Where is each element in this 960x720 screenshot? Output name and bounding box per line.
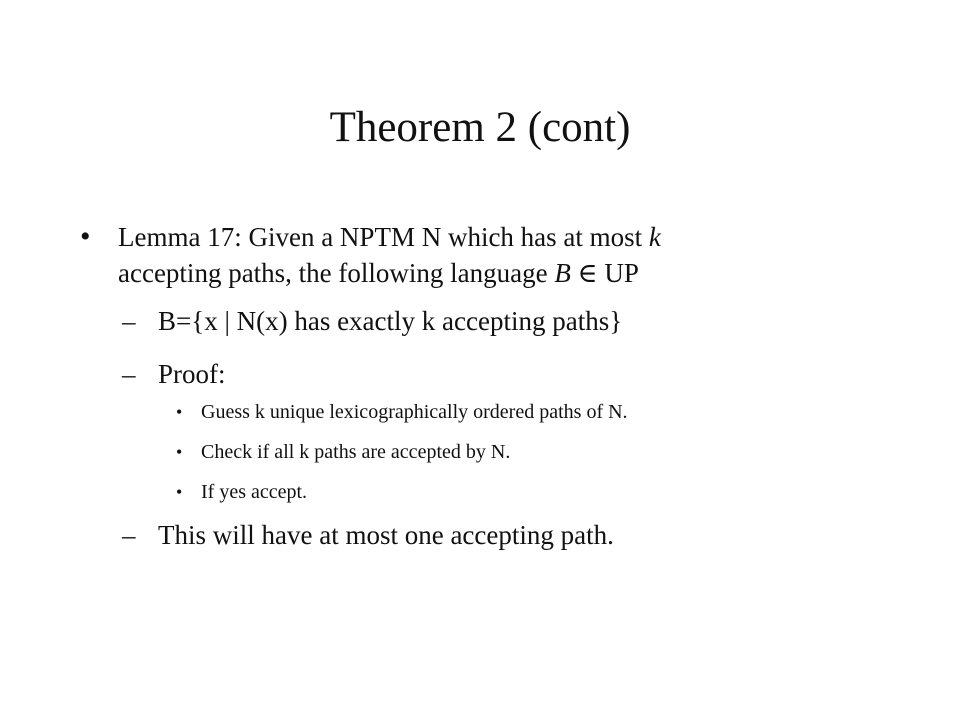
lemma-text [118, 219, 818, 291]
lemma-line-1 [118, 219, 818, 255]
proof-step-text: If yes accept. [201, 481, 308, 503]
proof-item [122, 356, 226, 392]
bullet-marker: • [176, 402, 183, 422]
lemma-line-2-suffix: ∈ UP [570, 258, 639, 288]
proof-label: Proof: [158, 359, 226, 389]
bullet-marker: • [176, 482, 183, 502]
proof-step-text: Check if all k paths are accepted by N. [201, 441, 511, 463]
slide-title: Theorem 2 (cont) [329, 104, 631, 151]
conclusion-text: This will have at most one accepting path. [158, 520, 614, 550]
lemma-line-1-text: Lemma 17: Given a NPTM N which has at most [118, 222, 649, 252]
definition-text: B={x | N(x) has exactly k accepting paths} [158, 306, 623, 336]
lemma-var-k: k [648, 222, 661, 252]
dash-marker: – [122, 306, 136, 336]
lemma-line-2-text: accepting paths, the following language [118, 258, 555, 288]
conclusion-item [122, 517, 614, 553]
dash-marker: – [122, 520, 136, 550]
proof-step-2 [176, 438, 510, 466]
proof-step-1 [176, 398, 628, 426]
proof-step-text: Guess k unique lexicographically ordered paths of N. [201, 401, 628, 423]
bullet-marker: • [176, 442, 183, 462]
lemma-var-b: B [554, 258, 571, 288]
lemma-line-2 [118, 255, 818, 291]
definition-item [122, 303, 622, 339]
dash-marker: – [122, 359, 136, 389]
proof-step-3 [176, 478, 307, 506]
bullet-marker: • [80, 220, 91, 253]
